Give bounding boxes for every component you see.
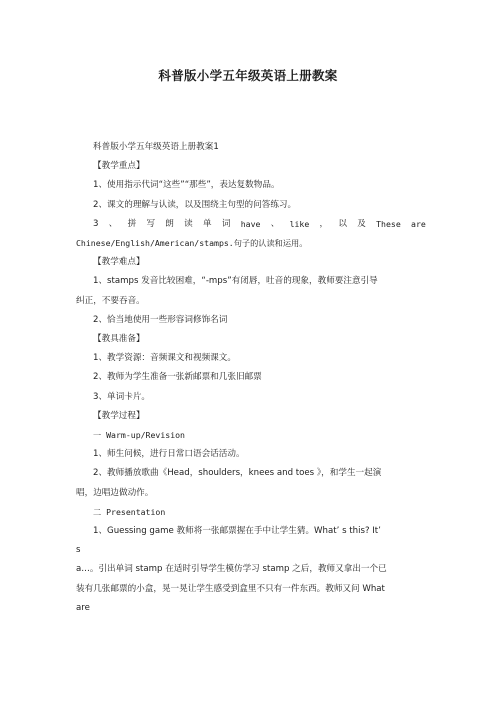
- word: have: [240, 218, 261, 229]
- material-2: 2、教师为学生准备一张新邮票和几张旧邮票: [93, 372, 262, 383]
- word: ，: [319, 218, 329, 229]
- step-warm-up: 一 Warm-up/Revision: [93, 430, 185, 441]
- material-3: 3、单词卡片。: [93, 391, 151, 402]
- lesson-subtitle: 科普版小学五年级英语上册教案1: [93, 142, 219, 152]
- section-heading-difficulties: 【教学难点】: [93, 257, 145, 268]
- presentation-1-line-2: s: [76, 545, 81, 556]
- word: 拼: [127, 218, 137, 229]
- step-presentation: 二 Presentation: [93, 506, 166, 517]
- difficulty-1-line-2: 纠正，不要吞音。: [76, 295, 145, 306]
- difficulty-2: 2、恰当地使用一些形容词修饰名词: [93, 314, 228, 325]
- presentation-1-line-3: a…。引出单词 stamp 在适时引导学生模仿学习 stamp 之后，教师又拿出一个已: [76, 564, 387, 575]
- document-body: [76, 138, 426, 618]
- document-title: 科普版小学五年级英语上册教案: [158, 68, 338, 83]
- key-point-3-line-1: [76, 215, 426, 234]
- word: 写: [146, 218, 156, 229]
- presentation-1-line-1: 1、Guessing game 教师将一张邮票握在手中让学生猜。What’ s this? It’: [93, 526, 381, 537]
- word: 、: [270, 218, 280, 229]
- word: 及: [357, 218, 366, 229]
- material-1: 1、教学资源：音频课文和视频课文。: [93, 353, 236, 364]
- word: These: [376, 218, 401, 229]
- word: 以: [338, 218, 347, 229]
- key-point-1: 1、使用指示代词“这些”“那些”，表达复数物品。: [93, 180, 280, 191]
- key-point-2: 2、课文的理解与认读，以及围绕主句型的问答练习。: [93, 199, 297, 210]
- presentation-1-line-4: 装有几张邮票的小盒，晃一晃让学生感受到盒里不只有一件东西。教师又问 What: [76, 583, 385, 594]
- presentation-1-line-5: are: [76, 602, 90, 613]
- section-heading-materials: 【教具准备】: [93, 334, 145, 345]
- difficulty-1-line-1: 1、stamps 发音比较困难，“-mps”有闭唇，吐音的现象，教师要注意引导: [93, 276, 378, 287]
- word: 、: [108, 218, 118, 229]
- key-point-3-line-2: Chinese/English/American/stamps.句子的认读和运用。: [76, 238, 308, 249]
- warm-up-2-line-1: 2、教师播放歌曲《Head，shoulders，knees and toes 》，和学生一起演: [93, 468, 382, 479]
- word: are: [411, 218, 426, 229]
- section-heading-key-points: 【教学重点】: [93, 161, 145, 172]
- word: 词: [221, 218, 231, 229]
- word: 读: [184, 218, 193, 229]
- word: 朗: [165, 218, 174, 229]
- section-heading-process: 【教学过程】: [93, 410, 145, 421]
- warm-up-1: 1、师生问候，进行日常口语会话活动。: [93, 449, 245, 460]
- word: like: [289, 218, 310, 229]
- warm-up-2-line-2: 唱，边唱边做动作。: [76, 487, 154, 498]
- word: 单: [203, 218, 212, 229]
- word: 3: [93, 218, 99, 229]
